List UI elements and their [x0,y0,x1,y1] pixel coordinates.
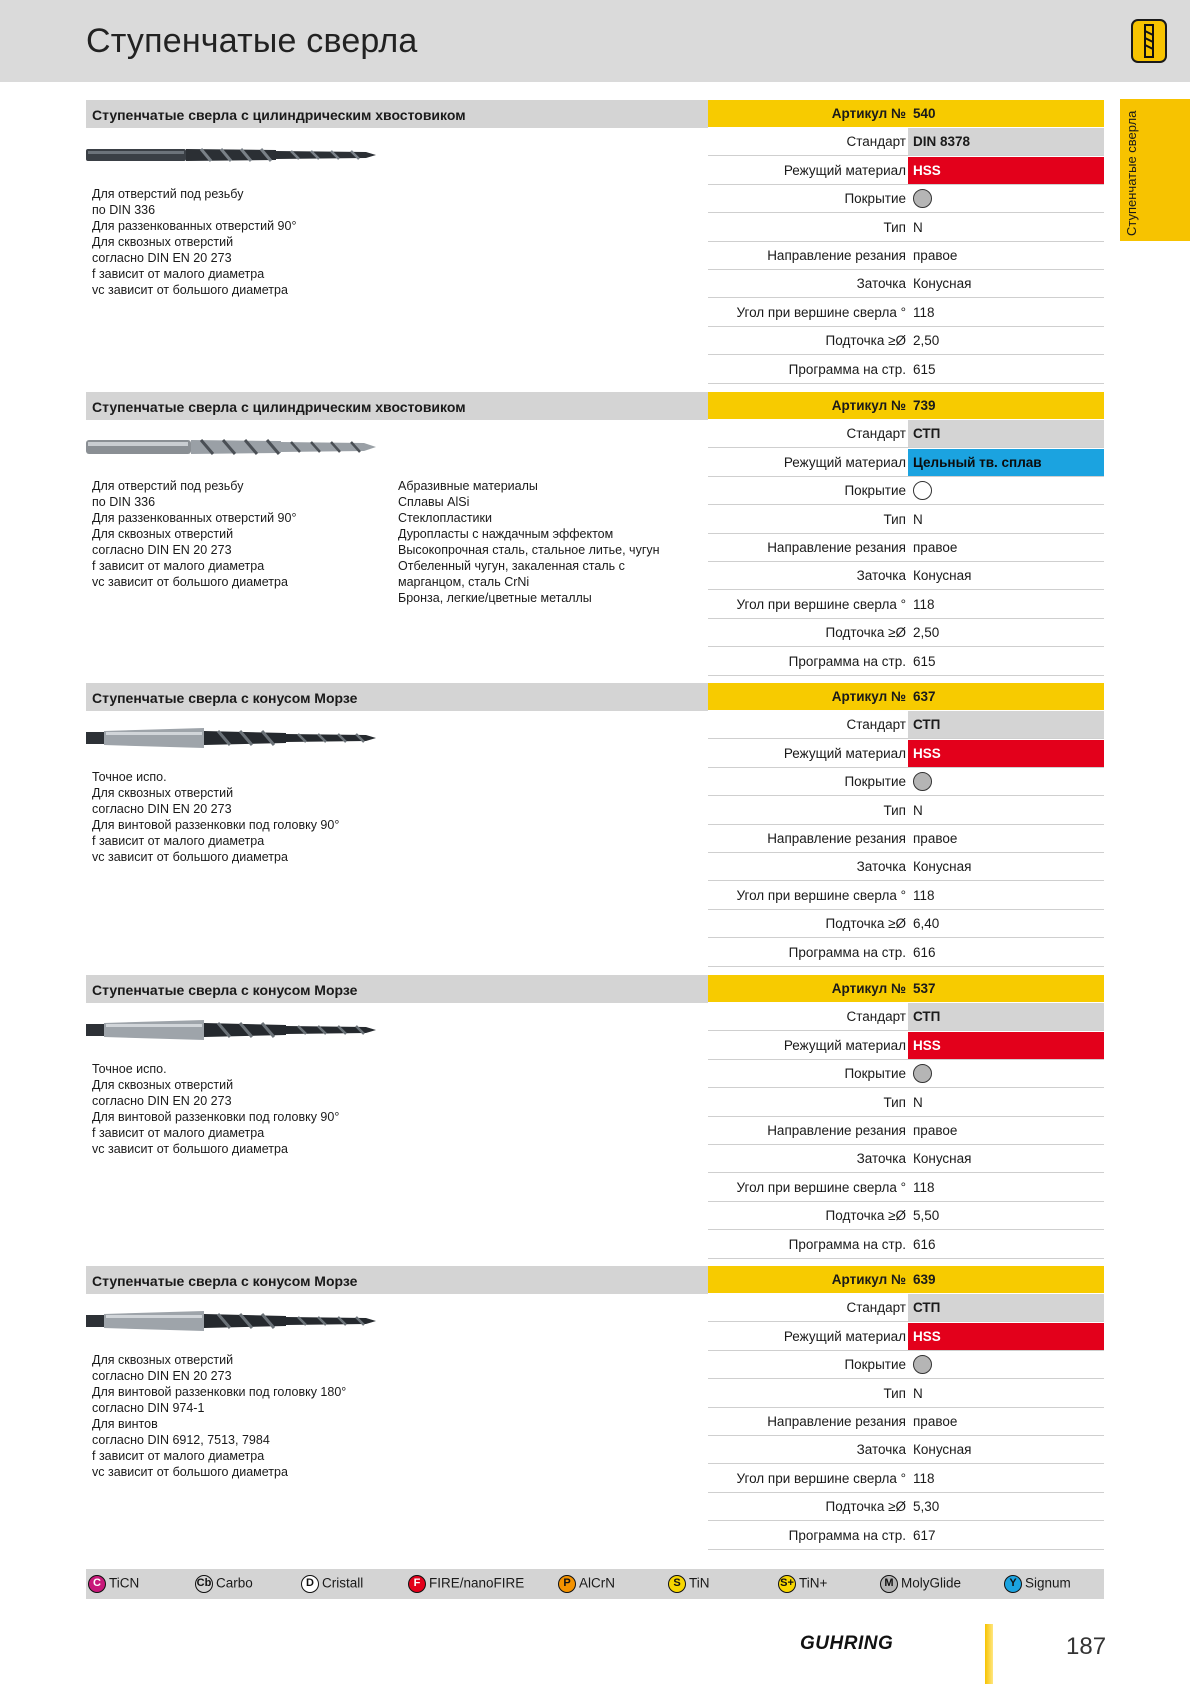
spec-label: Покрытие [844,774,906,790]
spec-row-cutting-material [708,740,1104,768]
spec-value: 118 [913,596,935,612]
spec-label: Направление резания [767,1414,906,1429]
spec-label: Артикул № [831,106,906,121]
spec-row-article [708,100,1104,127]
product-section [86,100,1104,390]
spec-value: N [913,1094,923,1110]
coating-value [908,768,1104,795]
spec-row-coating [708,185,1104,213]
section-title: Ступенчатые сверла с цилиндрическим хвостовиком [92,399,466,415]
coating-badge-icon: C [88,1575,106,1593]
spec-row-thinning [708,1493,1104,1521]
spec-label: Тип [883,511,906,527]
spec-label: Режущий материал [783,1328,906,1344]
spec-value: 2,50 [913,625,940,641]
spec-row-program [708,356,1104,384]
spec-row-article [708,1266,1104,1293]
spec-row-direction [708,1117,1104,1145]
brand-logo: GUHRING [800,1633,894,1654]
spec-row-program [708,1231,1104,1259]
spec-label: Программа на стр. [788,1527,906,1543]
spec-label: Подточка ≥Ø [825,625,906,641]
spec-row-program [708,939,1104,967]
legend-label: Signum [1025,1575,1071,1591]
spec-row-angle [708,1174,1104,1202]
spec-row-program [708,1522,1104,1550]
spec-label: Подточка ≥Ø [825,333,906,349]
legend-label: TiN [689,1575,710,1591]
section-description: Для отверстий под резьбу по DIN 336 Для раззенкованных отверстий 90° Для сквозных отверстий согласно DIN EN 20 273 f зависит от малого диаметра vc зависит от большого диаметра [92,187,297,297]
section-header [86,975,708,1003]
spec-value: HSS [908,740,1104,767]
spec-value: N [913,219,923,235]
spec-value: 537 [913,981,936,996]
spec-label: Заточка [856,1442,906,1458]
spec-value: 637 [913,689,936,704]
spec-label: Тип [883,219,906,235]
spec-row-point [708,1145,1104,1173]
coating-badge-icon: S [668,1575,686,1593]
spec-row-point [708,853,1104,881]
spec-row-type [708,1380,1104,1408]
spec-row-thinning [708,619,1104,647]
page-number: 187 [1066,1633,1107,1660]
spec-row-type [708,214,1104,242]
spec-row-direction [708,1408,1104,1436]
spec-label: Угол при вершине сверла ° [736,1179,906,1195]
legend-label: TiCN [109,1575,140,1591]
spec-value: Конусная [913,276,972,292]
section-applications: Абразивные материалы Сплавы AlSi Стеклопластики Дуропласты с наждачным эффектом Высокопрочная сталь, стальное литье, чугун Отбеленный чугун, закаленная сталь с марганцом, сталь CrNi Бронза, легкие/цветные металлы [398,479,660,605]
spec-value: 118 [913,1470,935,1486]
spec-value: 2,50 [913,333,940,349]
section-header [86,1266,708,1294]
spec-row-angle [708,1465,1104,1493]
spec-value: 616 [913,1236,936,1252]
legend-item [301,1575,363,1593]
spec-label: Программа на стр. [788,944,906,960]
spec-value: 6,40 [913,916,940,932]
drill-image [86,1015,376,1045]
drill-image [86,1306,376,1336]
spec-row-thinning [708,327,1104,355]
spec-label: Режущий материал [783,1037,906,1053]
spec-row-direction [708,534,1104,562]
spec-row-standard [708,1294,1104,1322]
spec-label: Направление резания [767,1123,906,1138]
spec-label: Угол при вершине сверла ° [736,304,906,320]
spec-row-article [708,392,1104,419]
spec-label: Артикул № [831,689,906,704]
spec-label: Заточка [856,568,906,584]
spec-row-point [708,562,1104,590]
section-header [86,100,708,128]
page-title: Ступенчатые сверла [86,22,418,60]
spec-row-angle [708,299,1104,327]
spec-row-coating [708,477,1104,505]
spec-label: Покрытие [844,191,906,207]
spec-value: 615 [913,653,936,669]
coating-badge-icon: Y [1004,1575,1022,1593]
legend-item [558,1575,615,1593]
section-header [86,683,708,711]
legend-label: Cristall [322,1575,364,1591]
legend-item [778,1575,827,1593]
spec-label: Стандарт [846,717,906,733]
legend-label: MolyGlide [901,1575,962,1591]
section-title: Ступенчатые сверла с конусом Морзе [92,690,358,706]
section-description: Точное испо. Для сквозных отверстий согласно DIN EN 20 273 Для винтовой раззенковки под головку 90° f зависит от малого диаметра vc зависит от большого диаметра [92,1062,340,1156]
product-section [86,392,1104,682]
spec-row-angle [708,882,1104,910]
spec-label: Направление резания [767,248,906,263]
drill-image [86,140,376,170]
spec-value: N [913,1385,923,1401]
spec-value: N [913,511,923,527]
legend-item [195,1575,253,1593]
spec-label: Стандарт [846,1009,906,1025]
spec-label: Программа на стр. [788,361,906,377]
spec-label: Режущий материал [783,454,906,470]
spec-value: DIN 8378 [908,128,1104,155]
spec-value: 739 [913,398,936,413]
section-description: Для отверстий под резьбу по DIN 336 Для раззенкованных отверстий 90° Для сквозных отверстий согласно DIN EN 20 273 f зависит от малого диаметра vc зависит от большого диаметра [92,479,297,589]
legend-label: FIRE/nanoFIRE [429,1575,525,1591]
spec-label: Тип [883,1094,906,1110]
spec-label: Стандарт [846,134,906,150]
spec-value: 616 [913,944,936,960]
spec-label: Режущий материал [783,745,906,761]
product-section [86,683,1104,973]
spec-value: СТП [908,711,1104,738]
spec-row-point [708,270,1104,298]
spec-value: N [913,802,923,818]
spec-label: Покрытие [844,1066,906,1082]
spec-label: Подточка ≥Ø [825,1208,906,1224]
spec-row-cutting-material [708,1323,1104,1351]
spec-row-direction [708,825,1104,853]
spec-label: Направление резания [767,540,906,555]
spec-row-cutting-material [708,157,1104,185]
section-header [86,392,708,420]
spec-label: Артикул № [831,981,906,996]
drill-image [86,432,376,462]
spec-value: 5,30 [913,1499,940,1515]
spec-row-thinning [708,910,1104,938]
drill-image [86,723,376,753]
spec-label: Стандарт [846,1300,906,1316]
product-section [86,975,1104,1265]
side-tab-label: Ступенчатые сверла [1124,110,1139,236]
spec-label: Тип [883,802,906,818]
spec-value: Цельный тв. сплав [908,449,1104,476]
coating-value [908,1351,1104,1378]
spec-label: Заточка [856,859,906,875]
legend-item [88,1575,139,1593]
spec-value: правое [913,540,958,555]
spec-row-thinning [708,1202,1104,1230]
spec-label: Программа на стр. [788,653,906,669]
coating-circle-icon [913,1064,932,1083]
legend-item [408,1575,524,1593]
spec-label: Угол при вершине сверла ° [736,887,906,903]
spec-label: Подточка ≥Ø [825,916,906,932]
spec-row-point [708,1436,1104,1464]
legend-label: Carbo [216,1575,253,1591]
spec-value: 5,50 [913,1208,940,1224]
drill-logo-icon [1131,19,1167,63]
spec-value: Конусная [913,1151,972,1167]
spec-value: HSS [908,1032,1104,1059]
section-description: Точное испо. Для сквозных отверстий согласно DIN EN 20 273 Для винтовой раззенковки под головку 90° f зависит от малого диаметра vc зависит от большого диаметра [92,770,340,864]
spec-label: Угол при вершине сверла ° [736,596,906,612]
spec-row-coating [708,768,1104,796]
spec-value: Конусная [913,1442,972,1458]
coating-badge-icon: M [880,1575,898,1593]
spec-value: 639 [913,1272,936,1287]
spec-label: Покрытие [844,1357,906,1373]
spec-row-type [708,797,1104,825]
spec-value: 118 [913,1179,935,1195]
spec-value: СТП [908,1003,1104,1030]
coating-circle-icon [913,1355,932,1374]
spec-value: Конусная [913,859,972,875]
spec-row-article [708,683,1104,710]
spec-label: Программа на стр. [788,1236,906,1252]
coating-badge-icon: S+ [778,1575,796,1593]
spec-label: Стандарт [846,426,906,442]
coating-value [908,185,1104,212]
spec-value: правое [913,1414,958,1429]
spec-label: Направление резания [767,831,906,846]
coating-circle-icon [913,772,932,791]
spec-value: 118 [913,304,935,320]
spec-row-article [708,975,1104,1002]
spec-label: Подточка ≥Ø [825,1499,906,1515]
spec-value: 617 [913,1527,936,1543]
spec-label: Покрытие [844,483,906,499]
spec-label: Тип [883,1385,906,1401]
spec-label: Артикул № [831,1272,906,1287]
spec-value: правое [913,248,958,263]
section-description: Для сквозных отверстий согласно DIN EN 20 273 Для винтовой раззенковки под головку 180° согласно DIN 974-1 Для винтов согласно DIN 6912, 7513, 7984 f зависит от малого диаметра vc зависит от большого диаметра [92,1353,347,1479]
coating-badge-icon: D [301,1575,319,1593]
legend-item [668,1575,710,1593]
spec-row-cutting-material [708,1032,1104,1060]
spec-row-standard [708,1003,1104,1031]
coating-badge-icon: P [558,1575,576,1593]
spec-row-cutting-material [708,449,1104,477]
spec-value: HSS [908,1323,1104,1350]
coating-value [908,1060,1104,1087]
spec-value: правое [913,831,958,846]
section-title: Ступенчатые сверла с конусом Морзе [92,982,358,998]
coating-circle-icon [913,189,932,208]
spec-row-standard [708,420,1104,448]
legend-item [1004,1575,1071,1593]
spec-value: 540 [913,106,936,121]
spec-label: Артикул № [831,398,906,413]
spec-row-type [708,1089,1104,1117]
spec-value: 615 [913,361,936,377]
spec-row-angle [708,591,1104,619]
coating-badge-icon: F [408,1575,426,1593]
spec-value: Конусная [913,568,972,584]
spec-row-direction [708,242,1104,270]
spec-value: СТП [908,420,1104,447]
section-title: Ступенчатые сверла с цилиндрическим хвостовиком [92,107,466,123]
spec-row-type [708,506,1104,534]
spec-row-standard [708,128,1104,156]
legend-item [880,1575,961,1593]
spec-label: Заточка [856,1151,906,1167]
spec-value: правое [913,1123,958,1138]
spec-value: 118 [913,887,935,903]
spec-row-coating [708,1060,1104,1088]
spec-row-program [708,648,1104,676]
spec-row-coating [708,1351,1104,1379]
spec-label: Режущий материал [783,162,906,178]
spec-value: СТП [908,1294,1104,1321]
section-title: Ступенчатые сверла с конусом Морзе [92,1273,358,1289]
coating-value [908,477,1104,504]
spec-value: HSS [908,157,1104,184]
spec-label: Заточка [856,276,906,292]
coating-badge-icon: Cb [195,1575,213,1593]
accent-stripe [985,1624,993,1684]
legend-label: TiN+ [799,1575,828,1591]
coating-circle-icon [913,481,932,500]
coating-legend [86,1569,1104,1599]
legend-label: AlCrN [579,1575,615,1591]
spec-row-standard [708,711,1104,739]
product-section [86,1266,1104,1556]
spec-label: Угол при вершине сверла ° [736,1470,906,1486]
